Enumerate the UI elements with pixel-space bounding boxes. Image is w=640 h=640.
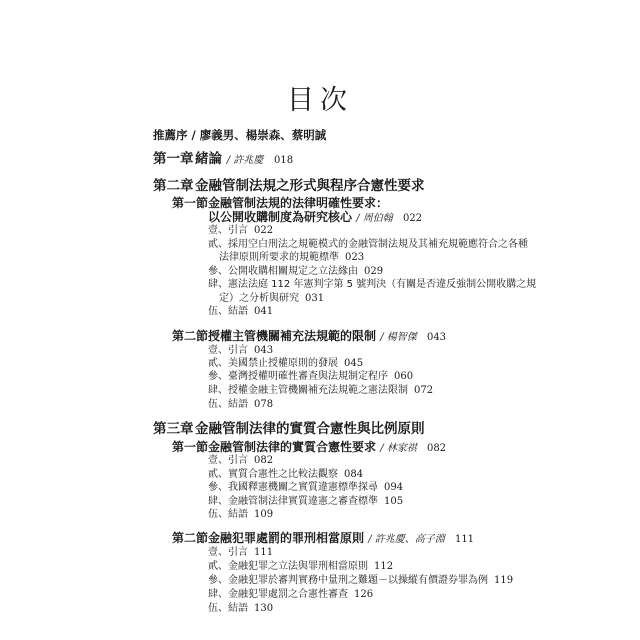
page-number: 119 [494,575,514,586]
page-number: 072 [414,385,434,396]
item-text: 壹、引言 [208,547,248,558]
page-number: 018 [273,155,294,166]
page-number: 126 [354,589,374,600]
toc-item-cont [219,253,364,263]
section-title-cont: 以公開收購制度為研究核心 [208,210,353,224]
section-2-1-line2 [208,211,422,224]
page-number: 105 [384,496,404,507]
section-label: 第二節 [172,531,209,545]
section-label: 第二節 [172,329,209,343]
item-text: 貳、採用空白刑法之規範模式的金融管制法規及其補充規範應符合之各種 [208,239,528,250]
toc-item [208,400,273,410]
chapter-title: 金融管制法律的實質合憲性與比例原則 [195,421,425,437]
toc-item [208,548,273,558]
toc-item [208,372,413,382]
toc-item [208,346,273,356]
toc-item [208,604,273,614]
section-3-1 [172,441,446,454]
toc-item [208,226,273,236]
page-number: 084 [344,469,364,480]
chapter-2 [153,180,425,194]
toc-item [208,497,403,507]
item-text: 參、公開收購相關規定之立法緣由 [208,266,358,277]
toc-item [208,470,363,480]
page-number: 041 [254,306,274,317]
item-text: 伍、結語 [208,306,248,317]
page-number: 043 [254,345,274,356]
chapter-1 [153,153,293,167]
page-number: 045 [344,358,364,369]
item-text: 肆、金融犯罪處罰之合憲性審查 [208,589,348,600]
page-number: 060 [394,371,414,382]
item-text: 貳、實質合憲性之比較法觀察 [208,469,338,480]
preface-entry: 推薦序 / 廖義男、楊崇森、蔡明誠 [153,128,327,142]
toc-item [208,267,383,277]
author: / 許兆慶 [226,155,264,166]
toc-item [208,576,513,586]
page-number: 111 [454,534,475,545]
item-text: 肆、授權金融主管機關補充法規範之憲法限制 [208,385,408,396]
page-number: 029 [364,266,384,277]
author: / 許兆慶、高子淵 [368,534,445,545]
item-text: 參、臺灣授權明確性審查與法規制定程序 [208,371,388,382]
page-number: 094 [384,482,404,493]
toc-item [208,280,536,290]
toc-item [208,386,433,396]
toc-item [208,240,528,250]
page-number: 130 [254,603,274,614]
toc-item [208,510,273,520]
author: / 林家祺 [380,443,417,454]
item-text: 法律原則所要求的規範標準 [219,252,339,263]
chapter-title: 緒論 [195,151,222,167]
section-2-1 [172,197,388,209]
item-text: 參、我國釋憲機關之實質違憲標準探尋 [208,482,378,493]
page-number: 022 [254,225,274,236]
page-number: 082 [426,443,447,454]
author: / 楊智傑 [380,332,417,343]
section-2-2 [172,330,446,343]
page-title: 目次 [287,85,353,116]
item-text: 貳、美國禁止授權原則的發展 [208,358,338,369]
page-number: 109 [254,509,274,520]
item-text: 肆、金融管制法律實質違憲之審查標準 [208,496,378,507]
page-number: 023 [345,252,365,263]
item-text: 肆、憲法法庭 112 年憲判字第 5 號判決（有關是否違反強制公開收購之規 [208,279,537,290]
section-3-2 [172,532,474,545]
section-label: 第一節 [172,440,209,454]
toc-item [208,483,403,493]
toc-item [208,456,273,466]
author: / 周伯翰 [356,213,393,224]
chapter-3 [153,423,425,437]
chapter-label: 第一章 [153,151,194,167]
item-text: 壹、引言 [208,455,248,466]
page-number: 031 [305,293,325,304]
toc-item-cont [219,294,324,304]
toc-item [208,359,363,369]
item-text: 定）之分析與研究 [219,293,299,304]
item-text: 伍、結語 [208,509,248,520]
section-label: 第一節 [172,196,209,210]
page-number: 082 [254,455,274,466]
chapter-label: 第三章 [153,421,194,437]
section-title: 金融犯罪處罰的罪刑相當原則 [208,531,365,545]
item-text: 伍、結語 [208,603,248,614]
item-text: 壹、引言 [208,345,248,356]
page-number: 111 [254,547,274,558]
page-number: 112 [374,561,394,572]
section-title: 金融管制法規的法律明確性要求： [208,196,389,210]
toc-item [208,562,393,572]
item-text: 壹、引言 [208,225,248,236]
item-text: 參、金融犯罪於審判實務中量刑之難題－以操縱有價證券罪為例 [208,575,488,586]
item-text: 伍、結語 [208,399,248,410]
chapter-title: 金融管制法規之形式與程序合憲性要求 [195,178,425,194]
chapter-label: 第二章 [153,178,194,194]
section-title: 金融管制法律的實質合憲性要求 [208,440,377,454]
page-number: 022 [402,213,423,224]
section-title: 授權主管機關補充法規範的限制 [208,329,377,343]
toc-item [208,307,273,317]
toc-item [208,590,373,600]
item-text: 貳、金融犯罪之立法與罪刑相當原則 [208,561,368,572]
page-number: 078 [254,399,274,410]
page-number: 043 [426,332,447,343]
